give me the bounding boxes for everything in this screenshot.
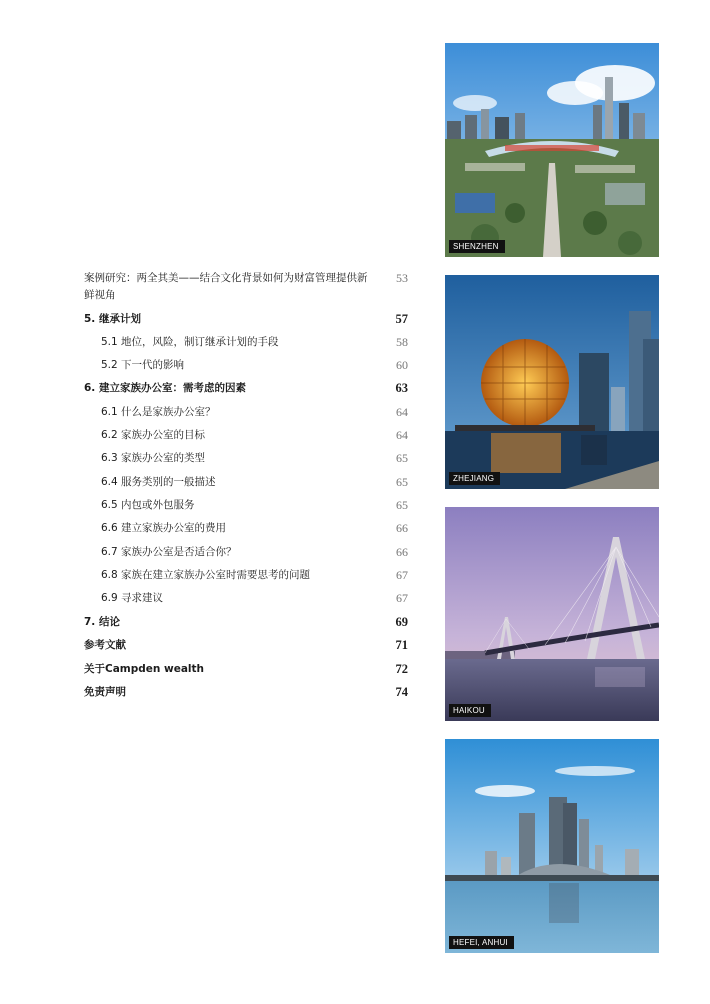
toc-entry-title: 5. 继承计划 [84, 313, 141, 325]
toc-entry-page: 65 [396, 498, 408, 512]
toc-entry-page: 66 [396, 521, 408, 535]
toc-entry-title: 6.2 家族办公室的目标 [101, 429, 206, 441]
photo-caption: HAIKOU [449, 704, 491, 717]
toc-entry-case-study[interactable] [84, 270, 410, 304]
photo-caption: ZHEJIANG [449, 472, 500, 485]
toc-entry-page: 72 [395, 662, 408, 676]
toc-entry-page: 67 [396, 591, 408, 605]
toc-entry-title: 6.1 什么是家族办公室？ [101, 406, 216, 418]
toc-entry-title: 6.7 家族办公室是否适合你？ [101, 546, 237, 558]
photo-caption: HEFEI, ANHUI [449, 936, 514, 949]
toc-entry-title: 参考文献 [84, 639, 126, 651]
toc-entry-title: 6.9 寻求建议 [101, 592, 164, 604]
toc-entry-page: 65 [396, 475, 408, 489]
toc-entry-title: 关于Campden wealth [84, 663, 205, 675]
toc-entry-page: 60 [396, 358, 408, 372]
toc-entry-page: 53 [396, 271, 408, 285]
toc-entry-title: 6.6 建立家族办公室的费用 [101, 522, 227, 534]
toc-entry-page: 65 [396, 451, 408, 465]
photo-hefei-anhui [445, 739, 659, 953]
toc-entry-title: 5.2 下一代的影响 [101, 359, 185, 371]
toc-entry-page: 66 [396, 545, 408, 559]
toc-entry-title: 免责声明 [84, 686, 126, 698]
toc-entry-title: 6.5 内包或外包服务 [101, 499, 195, 511]
toc-entry-title: 6.4 服务类别的一般描述 [101, 476, 216, 488]
toc-entry-title: 6.8 家族在建立家族办公室时需要思考的问题 [101, 569, 311, 581]
toc-entry-page: 64 [396, 405, 408, 419]
toc-entry-page: 64 [396, 428, 408, 442]
toc-entry-title: 6. 建立家族办公室：需考虑的因素 [84, 382, 246, 394]
toc-entry-title: 6.3 家族办公室的类型 [101, 452, 206, 464]
photo-caption: SHENZHEN [449, 240, 505, 253]
toc-entry-title: 5.1 地位，风险，制订继承计划的手段 [101, 336, 279, 348]
photo-shenzhen [445, 43, 659, 257]
toc-entry-page: 69 [395, 615, 408, 629]
toc-entry-page: 63 [395, 381, 408, 395]
toc-entry-title: 7. 结论 [84, 616, 120, 628]
toc-entry-page: 71 [395, 638, 408, 652]
photo-zhejiang [445, 275, 659, 489]
toc-entry-page: 58 [396, 335, 408, 349]
toc-entry-page: 57 [395, 312, 408, 326]
toc-entry-title: 案例研究：两全其美——结合文化背景如何为财富管理提供新鲜视角 [84, 272, 368, 301]
toc-entry-page: 67 [396, 568, 408, 582]
photo-haikou [445, 507, 659, 721]
toc-entry-page: 74 [395, 685, 408, 699]
